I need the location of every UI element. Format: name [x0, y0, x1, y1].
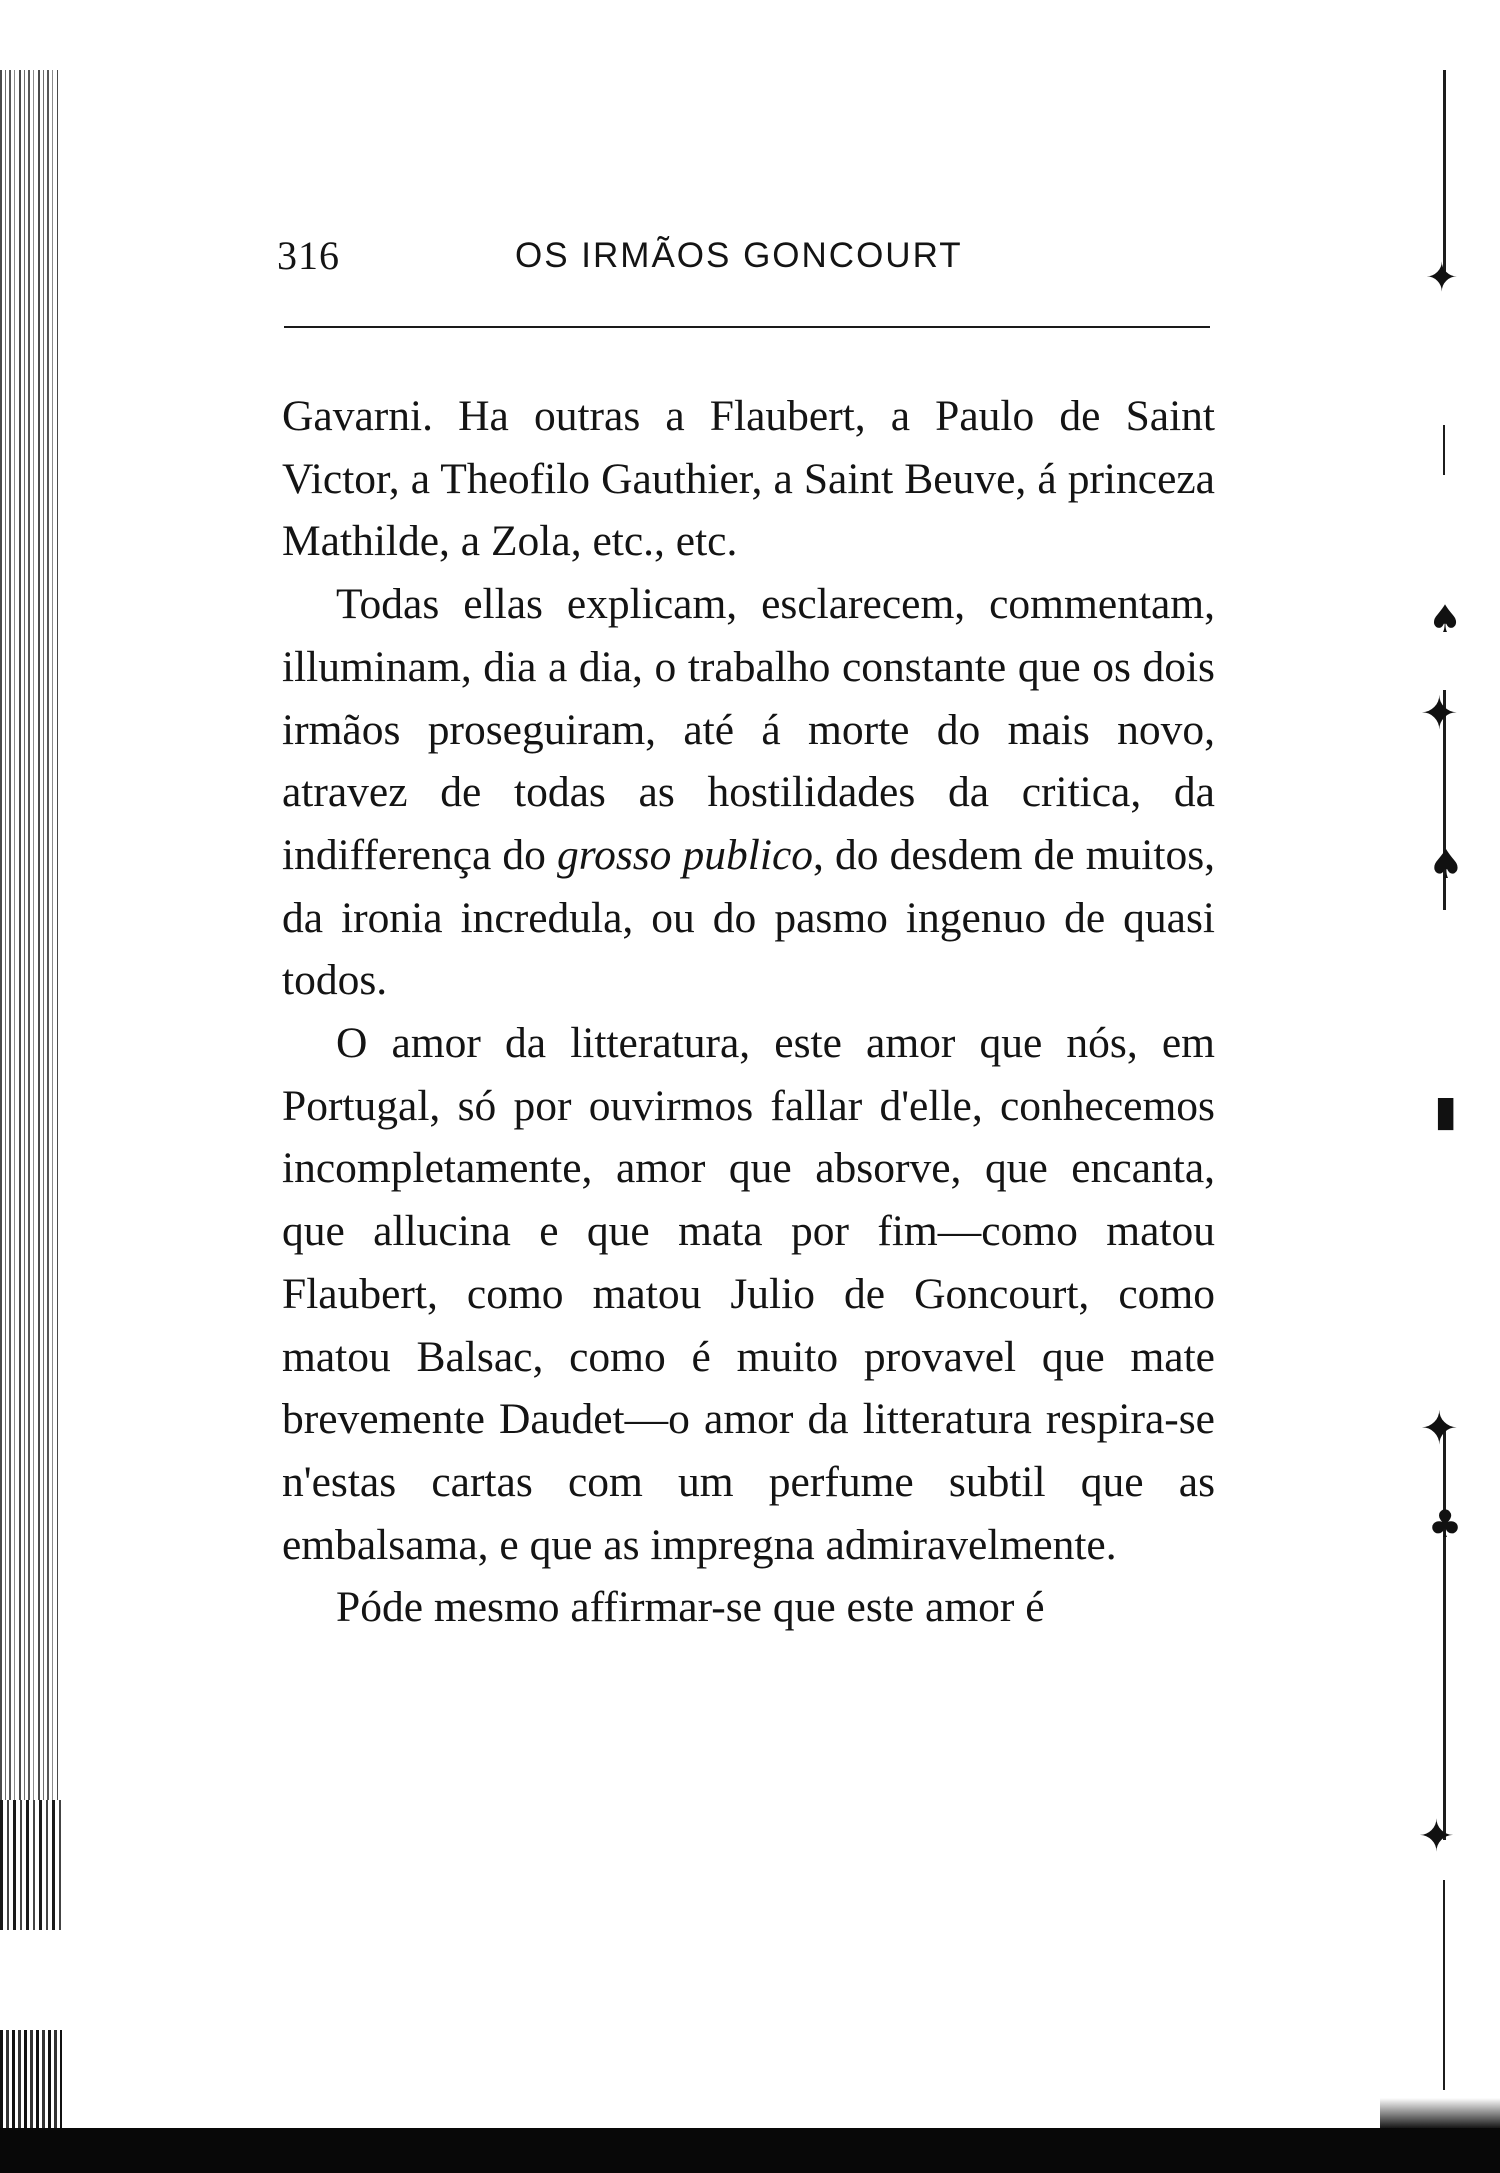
scan-ornament-icon: ▮ [1434, 1086, 1458, 1135]
paragraph [282, 573, 1215, 1012]
paragraph: O amor da litteratura, este amor que nós, em Portugal, só por ouvirmos fallar d'elle, conhecemos incompletamente, amor que absorve, que encanta, que allucina e que mata por fim—como matou Flaubert, como matou Julio de Goncourt, como matou Balsac, como é muito provavel que mate brevemente Daudet—o amor da litteratura respira-se n'estas cartas com um perfume subtil que as embalsama, e que as impregna admiravelmente. [282, 1019, 1215, 1569]
scan-ornament-icon: ✦ [1420, 1401, 1459, 1455]
body-text [282, 385, 1215, 1639]
scan-ornament-icon: ✦ [1425, 255, 1459, 301]
paragraph-text: Todas ellas explicam, esclarecem, commentam, illuminam, dia a dia, o trabalho constante que os dois irmãos proseguiram, até á morte do mais novo, atravez de todas as hostilidades da critica, da indifferença do [282, 580, 1215, 879]
running-header [277, 232, 1207, 288]
scan-right-rule [1443, 1880, 1445, 2090]
scan-binding-edge-lower [0, 1800, 62, 1930]
scan-ornament-icon: ♣ [1428, 1502, 1463, 1546]
scan-bottom-shadow [0, 2128, 1500, 2173]
paragraph: Gavarni. Ha outras a Flaubert, a Paulo de Saint Victor, a Theofilo Gauthier, a Saint Beuve, á princeza Mathilde, a Zola, etc., etc. [282, 392, 1215, 566]
scan-right-rule [1443, 425, 1445, 475]
scan-ornament-icon: ♠ [1428, 842, 1464, 888]
scan-ornament-icon: ♠ [1428, 597, 1463, 641]
scan-binding-edge-bottom [0, 2030, 62, 2140]
scan-ornament-icon: ✦ [1418, 1811, 1455, 1862]
header-rule [284, 326, 1210, 328]
paragraph: Póde mesmo affirmar-se que este amor é [336, 1583, 1045, 1632]
page-number: 316 [277, 233, 340, 278]
paragraph-text: , do desdem de muitos, da ironia incredula, ou do pasmo ingenuo de quasi todos. [282, 830, 1216, 1005]
scan-ornament-icon: ✦ [1420, 686, 1459, 740]
running-title: OS IRMÃOS GONCOURT [515, 236, 963, 275]
scan-right-rule [1443, 1430, 1446, 1840]
italic-phrase: grosso publico [557, 830, 814, 879]
scan-bottom-shadow-cap [1380, 2098, 1500, 2130]
scan-binding-edge [0, 70, 58, 1880]
scan-right-rule [1443, 70, 1446, 280]
